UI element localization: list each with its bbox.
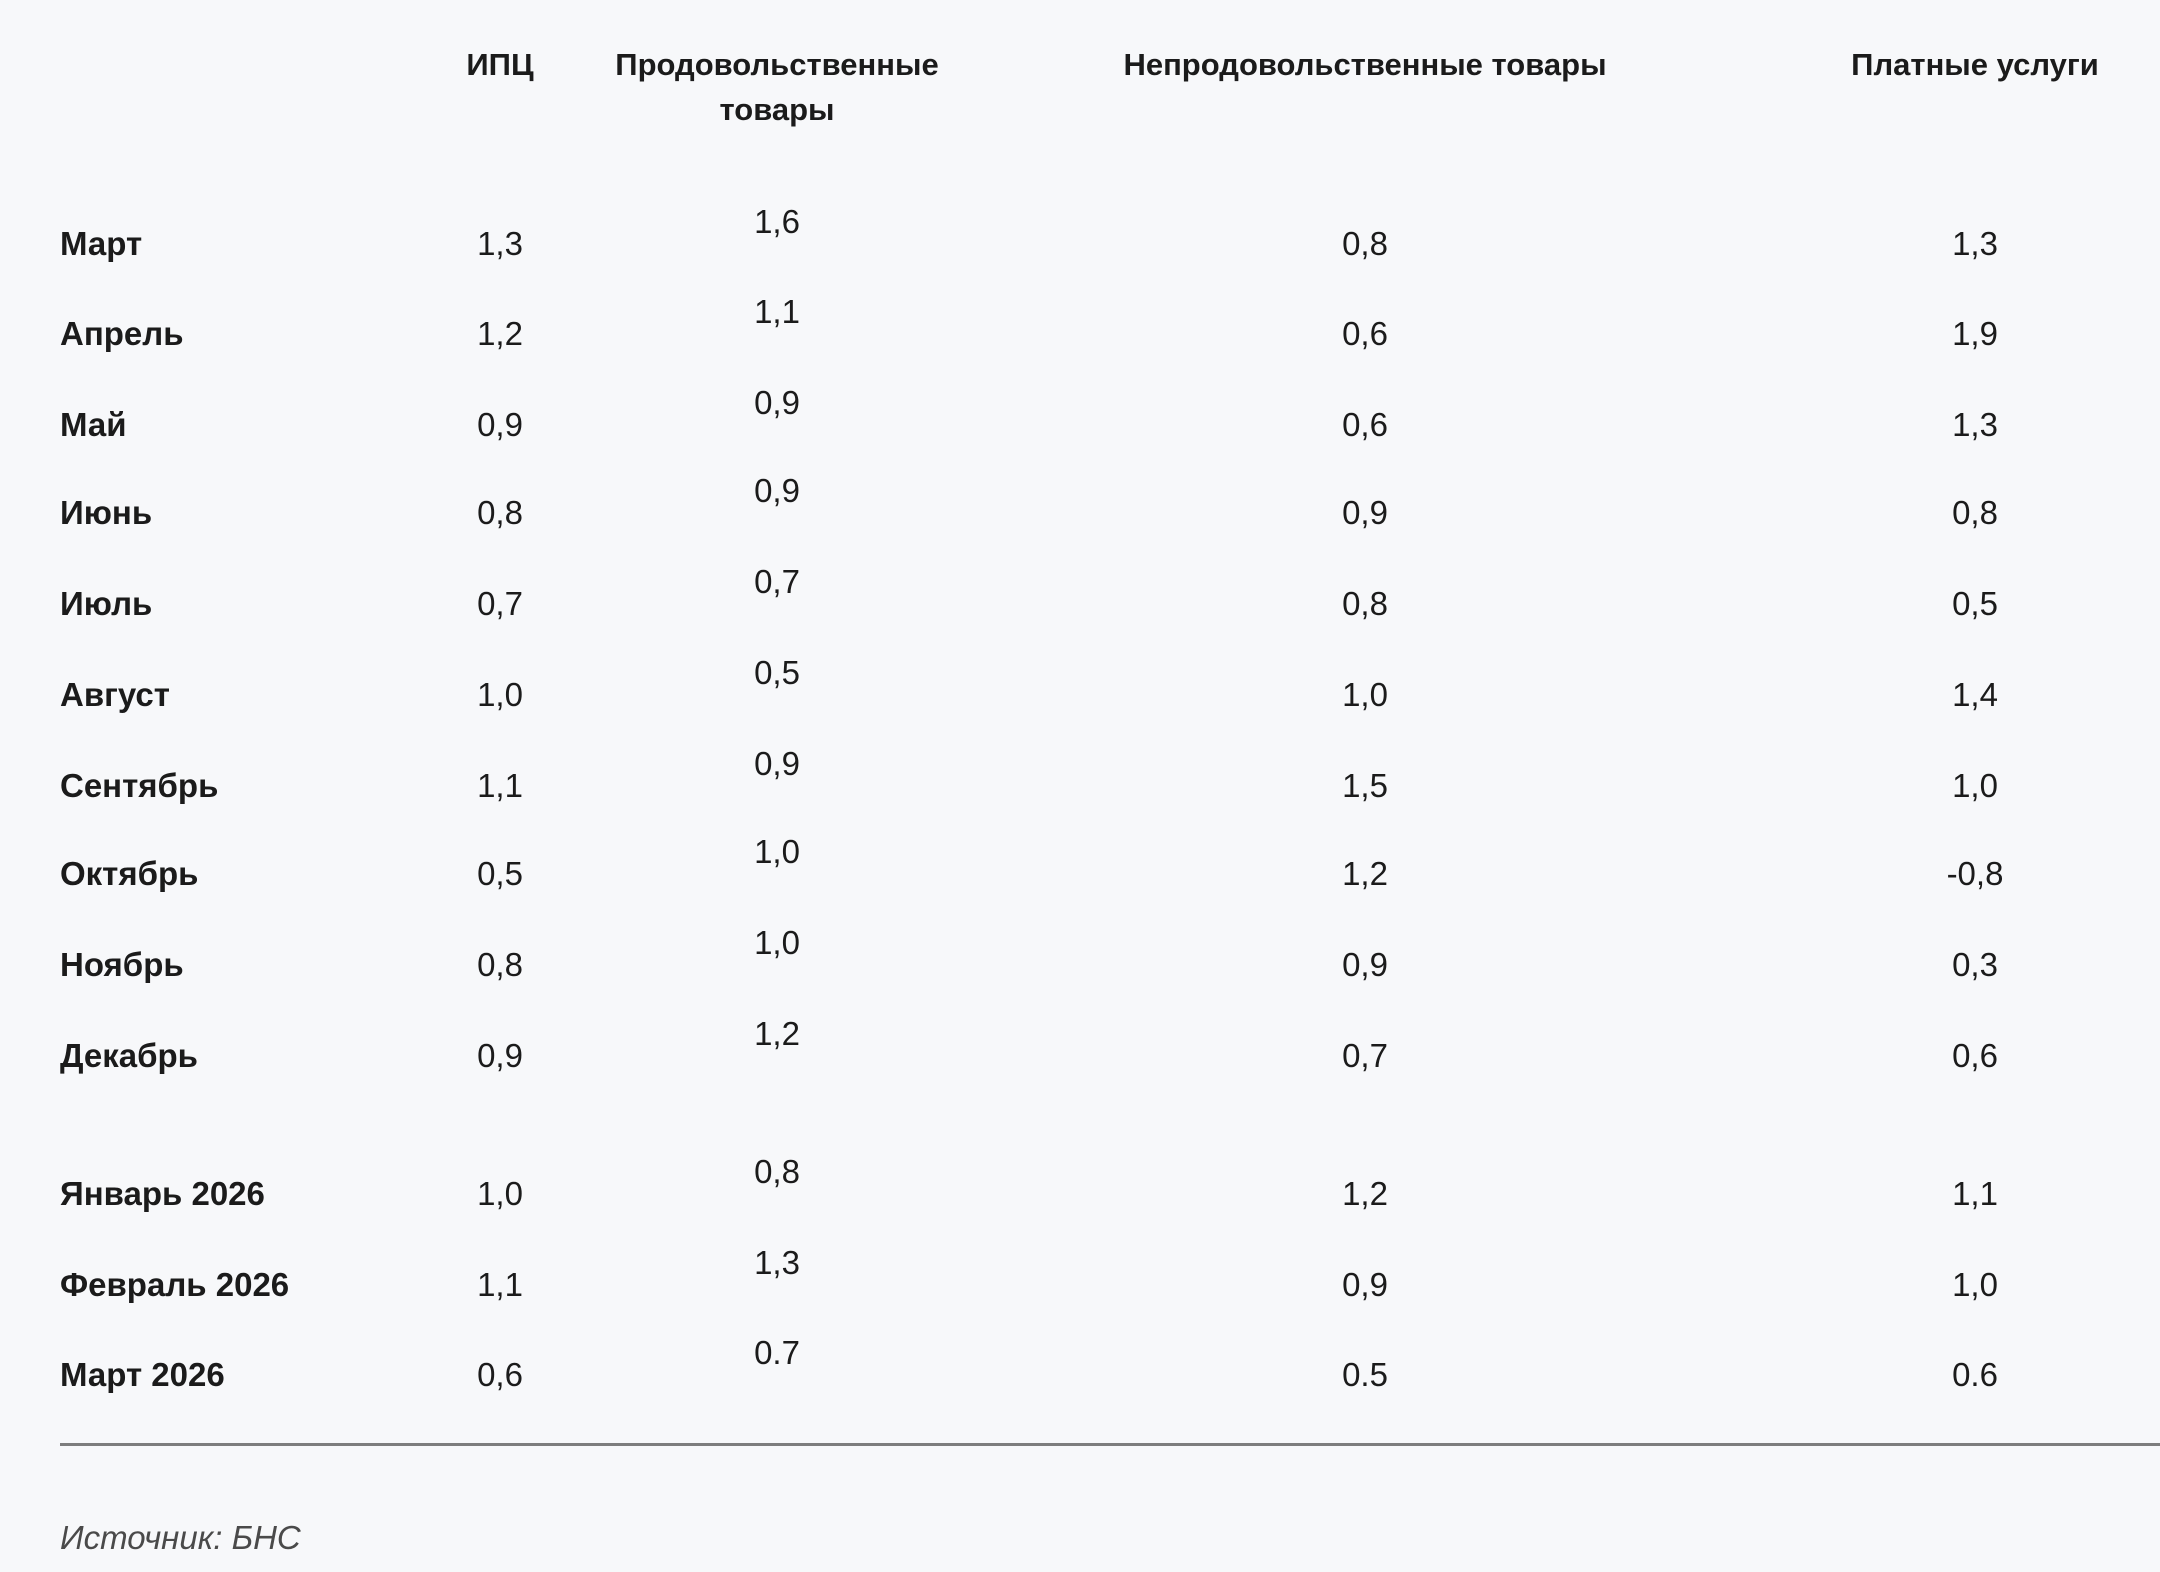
table-cell: 1,9 [1952,315,1998,352]
table-cell: 1,3 [477,225,523,262]
table-cell: 0,7 [477,585,523,622]
table-cell: 0,8 [1952,494,1998,531]
header-cpi [466,42,533,87]
table-cell: 1,6 [754,203,800,240]
table-cell: 1,0 [754,833,800,870]
header-nonfood-line: Непродовольственные товары [1123,47,1607,82]
table-cell: 1,2 [754,1015,800,1052]
row-label: Сентябрь [60,767,219,804]
header-services-line: Платные услуги [1851,47,2099,82]
table-cell: 0,9 [477,1037,523,1074]
row-label: Ноябрь [60,946,184,983]
row-label: Июнь [60,494,153,531]
table-cell: 0,5 [754,654,800,691]
table-cell: 0,5 [477,855,523,892]
table-cell: 0,3 [1952,946,1998,983]
table-cell: 0,8 [477,494,523,531]
table-cell: 1,0 [1952,1266,1998,1303]
table-cell: 0,8 [1342,585,1388,622]
row-label: Июль [60,585,153,622]
table-cell: 1,1 [477,767,523,804]
table-cell: 1,1 [477,1266,523,1303]
row-label: Январь 2026 [60,1175,265,1212]
table-cell: 0,9 [1342,946,1388,983]
table-cell: 1,0 [1952,767,1998,804]
header-cpi-line: ИПЦ [466,47,534,82]
header-nonfood [1123,42,1606,87]
table-cell: -0,8 [1946,855,2004,892]
source-note: Источник: БНС [60,1519,301,1556]
table-cell: 1,5 [1342,767,1388,804]
table-cell: 0,6 [1342,406,1388,443]
table-cell: 1,1 [754,293,800,330]
table-cell: 0.7 [754,1334,800,1371]
table-cell: 0,8 [477,946,523,983]
header-food-line: товары [719,92,835,127]
table-cell: 0,9 [477,406,523,443]
header-services [1851,42,2099,87]
table-cell: 0,9 [754,745,800,782]
table-cell: 1,2 [1342,855,1388,892]
row-label: Октябрь [60,855,199,892]
row-label: Март [60,225,143,262]
table-cell: 0,7 [754,563,800,600]
table-cell: 0.5 [1342,1356,1388,1393]
table-cell: 0,9 [1342,494,1388,531]
header-food [615,42,938,132]
row-label: Май [60,406,127,443]
row-label: Август [60,676,170,713]
table-cell: 0,8 [1342,225,1388,262]
table-cell: 0,9 [754,472,800,509]
row-label: Декабрь [60,1037,198,1074]
table-cell: 1,3 [754,1244,800,1281]
table-cell: 1,0 [754,924,800,961]
table-cell: 1,0 [477,1175,523,1212]
table-cell: 1,3 [1952,225,1998,262]
table-cell: 1,2 [1342,1175,1388,1212]
table-cell: 0.6 [1952,1356,1998,1393]
table-cell: 0,8 [754,1153,800,1190]
table-cell: 0,6 [1952,1037,1998,1074]
row-label: Февраль 2026 [60,1266,290,1303]
table-cell: 1,0 [1342,676,1388,713]
table-cell: 0,9 [1342,1266,1388,1303]
header-food-line: Продовольственные [615,47,939,82]
table-cell: 1,3 [1952,406,1998,443]
table-cell: 1,2 [477,315,523,352]
table-cell: 0,7 [1342,1037,1388,1074]
table-cell: 1,1 [1952,1175,1998,1212]
table-cell: 0,6 [1342,315,1388,352]
table-cell: 1,0 [477,676,523,713]
table-cell: 1,4 [1952,676,1998,713]
table-divider [60,1443,2160,1446]
table-cell: 0,6 [477,1356,523,1393]
row-label: Апрель [60,315,184,352]
table-cell: 0,9 [754,384,800,421]
table-cell: 0,5 [1952,585,1998,622]
row-label: Март 2026 [60,1356,225,1393]
